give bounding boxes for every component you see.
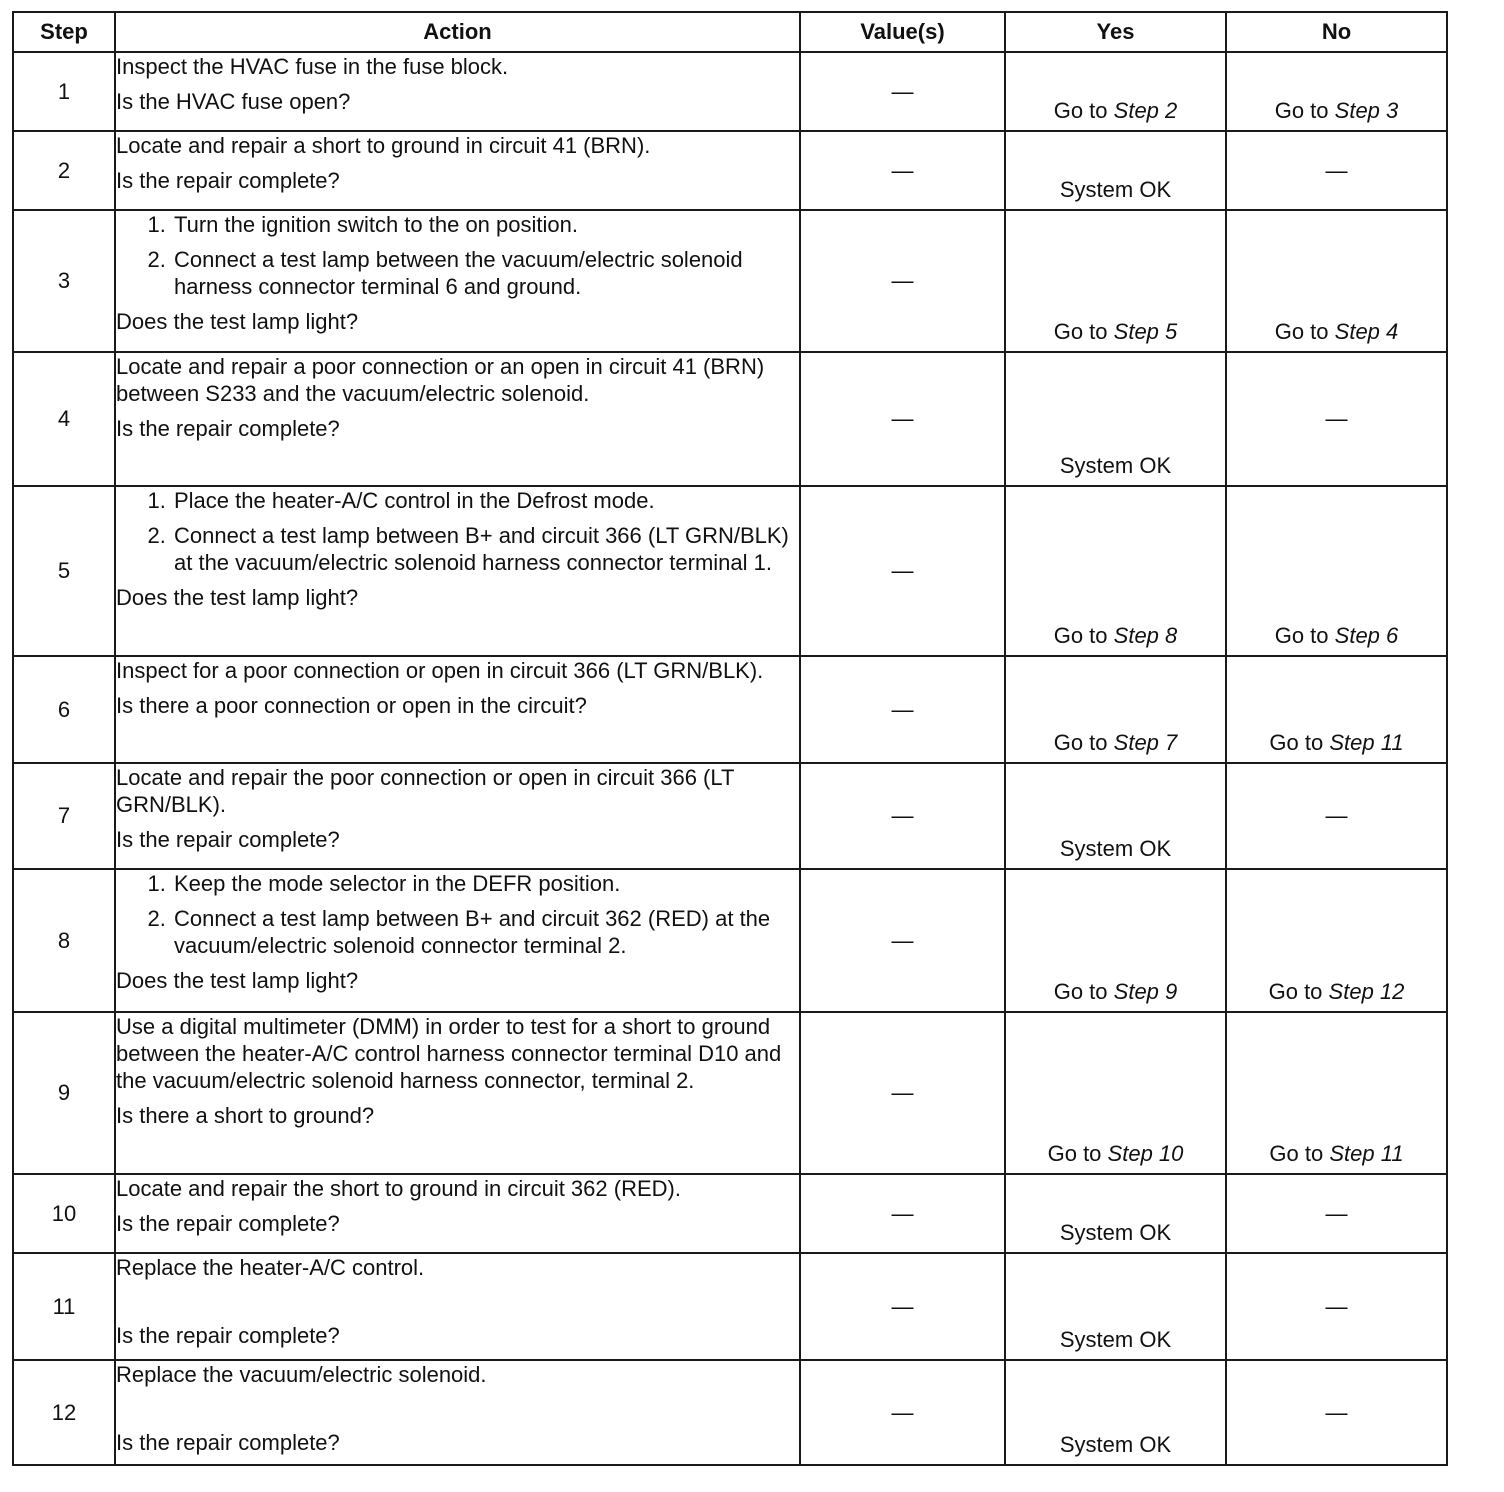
no-prefix: Go to: [1268, 979, 1323, 1004]
no-step-link[interactable]: Step 12: [1328, 979, 1405, 1004]
no-dash: —: [1325, 1293, 1348, 1319]
yes-cell: [1005, 1012, 1226, 1174]
step-number: 3: [13, 210, 115, 352]
action-text: Locate and repair the short to ground in circuit 362 (RED).: [116, 1176, 681, 1201]
yes-text: System OK: [1059, 453, 1172, 478]
action-step-item: 2. Connect a test lamp between the vacuum/electric solenoid harness connector terminal 6 and ground.: [172, 246, 799, 300]
step-number: 11: [13, 1253, 115, 1360]
action-cell: [115, 1360, 800, 1465]
no-prefix: Go to: [1274, 319, 1329, 344]
action-question: Is there a short to ground?: [116, 1103, 375, 1128]
yes-cell: [1005, 486, 1226, 656]
yes-text: System OK: [1059, 1327, 1172, 1352]
table-row: [13, 656, 1447, 763]
no-step-link[interactable]: Step 3: [1334, 98, 1399, 123]
no-dash: —: [1325, 1200, 1348, 1226]
table-row: [13, 1174, 1447, 1253]
no-step-link[interactable]: Step 11: [1329, 730, 1404, 755]
action-text: Locate and repair a short to ground in circuit 41 (BRN).: [116, 133, 651, 158]
yes-cell: [1005, 1360, 1226, 1465]
table-row: [13, 1360, 1447, 1465]
yes-prefix: Go to: [1047, 1141, 1102, 1166]
action-text: Locate and repair the poor connection or open in circuit 366 (LT GRN/BLK).: [116, 765, 735, 817]
action-cell: [115, 869, 800, 1012]
yes-cell: [1005, 210, 1226, 352]
table-row: [13, 869, 1447, 1012]
no-result: [1227, 319, 1446, 345]
action-cell: [115, 352, 800, 486]
spacer: [116, 1281, 799, 1314]
yes-result: [1006, 1432, 1225, 1458]
yes-prefix: Go to: [1053, 979, 1108, 1004]
no-prefix: Go to: [1269, 730, 1324, 755]
yes-text: System OK: [1059, 1220, 1172, 1245]
yes-result: [1006, 98, 1225, 124]
yes-result: [1006, 730, 1225, 756]
action-cell: [115, 1253, 800, 1360]
action-question: Is the repair complete?: [116, 1211, 340, 1236]
no-cell: [1226, 210, 1447, 352]
step-number: 12: [13, 1360, 115, 1465]
table-body: [13, 52, 1447, 1465]
action-step-item: 2. Connect a test lamp between B+ and circuit 362 (RED) at the vacuum/electric solenoid connector terminal 2.: [172, 905, 799, 959]
yes-prefix: Go to: [1053, 623, 1108, 648]
yes-result: [1006, 177, 1225, 203]
action-question: Is the repair complete?: [116, 827, 340, 852]
no-prefix: Go to: [1269, 1141, 1324, 1166]
yes-cell: [1005, 656, 1226, 763]
header-yes: Yes: [1005, 12, 1226, 52]
no-cell: [1226, 352, 1447, 486]
action-steps-list: [116, 211, 799, 300]
header-action: Action: [115, 12, 800, 52]
action-question: Is the repair complete?: [116, 1323, 340, 1348]
yes-step-link[interactable]: Step 9: [1113, 979, 1178, 1004]
action-step-item: 1. Turn the ignition switch to the on position.: [172, 211, 799, 238]
no-prefix: Go to: [1274, 623, 1329, 648]
header-values: Value(s): [800, 12, 1005, 52]
value-cell: —: [800, 1253, 1005, 1360]
yes-text: System OK: [1059, 177, 1172, 202]
value-cell: —: [800, 1360, 1005, 1465]
step-number: 9: [13, 1012, 115, 1174]
step-number: 5: [13, 486, 115, 656]
yes-step-link[interactable]: Step 7: [1113, 730, 1178, 755]
action-question: Is the HVAC fuse open?: [116, 89, 351, 114]
no-result: [1227, 730, 1446, 756]
value-cell: —: [800, 486, 1005, 656]
step-number: 7: [13, 763, 115, 869]
action-cell: [115, 656, 800, 763]
no-result: [1227, 98, 1446, 124]
action-question: Is the repair complete?: [116, 1430, 340, 1455]
yes-prefix: Go to: [1053, 730, 1108, 755]
header-step: Step: [13, 12, 115, 52]
action-step-item: 2. Connect a test lamp between B+ and circuit 366 (LT GRN/BLK) at the vacuum/electric solenoid harness connector terminal 1.: [172, 522, 799, 576]
action-question: Is there a poor connection or open in the circuit?: [116, 693, 587, 718]
yes-step-link[interactable]: Step 8: [1113, 623, 1178, 648]
action-cell: [115, 763, 800, 869]
yes-text: System OK: [1059, 1432, 1172, 1457]
action-cell: [115, 52, 800, 131]
step-number: 8: [13, 869, 115, 1012]
step-number: 4: [13, 352, 115, 486]
no-prefix: Go to: [1274, 98, 1329, 123]
action-question: Is the repair complete?: [116, 168, 340, 193]
action-question: Does the test lamp light?: [116, 968, 359, 993]
no-result: [1227, 623, 1446, 649]
no-cell: [1226, 763, 1447, 869]
yes-result: [1006, 1327, 1225, 1353]
yes-cell: [1005, 1253, 1226, 1360]
action-step-item: 1. Place the heater-A/C control in the Defrost mode.: [172, 487, 799, 514]
yes-step-link[interactable]: Step 5: [1113, 319, 1178, 344]
no-cell: [1226, 656, 1447, 763]
action-question: Does the test lamp light?: [116, 309, 359, 334]
no-cell: [1226, 1253, 1447, 1360]
no-step-link[interactable]: Step 11: [1329, 1141, 1404, 1166]
action-text: Replace the vacuum/electric solenoid.: [116, 1362, 487, 1387]
value-cell: —: [800, 52, 1005, 131]
yes-cell: [1005, 131, 1226, 210]
action-cell: [115, 210, 800, 352]
no-dash: —: [1325, 157, 1348, 183]
action-text: Inspect the HVAC fuse in the fuse block.: [116, 54, 509, 79]
step-number: 6: [13, 656, 115, 763]
no-cell: [1226, 52, 1447, 131]
yes-cell: [1005, 763, 1226, 869]
action-text: Use a digital multimeter (DMM) in order to test for a short to ground between the heater-A/C control harness connector terminal D10 and the vacuum/electric solenoid harness connector, terminal 2.: [116, 1014, 782, 1093]
yes-result: [1006, 1220, 1225, 1246]
table-row: [13, 131, 1447, 210]
spacer: [116, 1388, 799, 1421]
no-dash: —: [1325, 406, 1348, 431]
action-cell: [115, 1012, 800, 1174]
no-cell: [1226, 869, 1447, 1012]
action-question: Does the test lamp light?: [116, 585, 359, 610]
header-no: No: [1226, 12, 1447, 52]
yes-cell: [1005, 352, 1226, 486]
action-steps-list: [116, 870, 799, 959]
yes-text: System OK: [1059, 836, 1172, 861]
no-cell: [1226, 1360, 1447, 1465]
no-cell: [1226, 1174, 1447, 1253]
action-text: Inspect for a poor connection or open in circuit 366 (LT GRN/BLK).: [116, 658, 764, 683]
table-row: [13, 1012, 1447, 1174]
value-cell: —: [800, 1174, 1005, 1253]
no-cell: [1226, 1012, 1447, 1174]
no-cell: [1226, 131, 1447, 210]
table-row: [13, 486, 1447, 656]
yes-cell: [1005, 1174, 1226, 1253]
no-dash: —: [1325, 803, 1348, 828]
action-steps-list: [116, 487, 799, 576]
header-row: [13, 12, 1447, 52]
value-cell: —: [800, 131, 1005, 210]
value-cell: —: [800, 210, 1005, 352]
value-cell: —: [800, 869, 1005, 1012]
action-cell: [115, 486, 800, 656]
action-question: Is the repair complete?: [116, 416, 340, 441]
no-cell: [1226, 486, 1447, 656]
table-row: [13, 1253, 1447, 1360]
yes-result: [1006, 1141, 1225, 1167]
no-dash: —: [1325, 1399, 1348, 1425]
yes-cell: [1005, 869, 1226, 1012]
table-row: [13, 352, 1447, 486]
value-cell: —: [800, 352, 1005, 486]
value-cell: —: [800, 763, 1005, 869]
action-step-item: 1. Keep the mode selector in the DEFR position.: [172, 870, 799, 897]
diagnostic-table: [12, 11, 1448, 1466]
yes-result: [1006, 453, 1225, 479]
action-text: Replace the heater-A/C control.: [116, 1255, 425, 1280]
no-step-link[interactable]: Step 4: [1334, 319, 1399, 344]
value-cell: —: [800, 656, 1005, 763]
table-row: [13, 210, 1447, 352]
action-cell: [115, 131, 800, 210]
yes-result: [1006, 979, 1225, 1005]
value-cell: —: [800, 1012, 1005, 1174]
table-row: [13, 52, 1447, 131]
action-text: Locate and repair a poor connection or an open in circuit 41 (BRN) between S233 and the vacuum/electric solenoid.: [116, 354, 765, 406]
yes-prefix: Go to: [1053, 319, 1108, 344]
no-result: [1227, 979, 1446, 1005]
yes-step-link[interactable]: Step 10: [1107, 1141, 1184, 1166]
yes-result: [1006, 623, 1225, 649]
table-row: [13, 763, 1447, 869]
yes-prefix: Go to: [1053, 98, 1108, 123]
step-number: 2: [13, 131, 115, 210]
yes-result: [1006, 319, 1225, 345]
action-cell: [115, 1174, 800, 1253]
step-number: 1: [13, 52, 115, 131]
no-result: [1227, 1141, 1446, 1167]
no-step-link[interactable]: Step 6: [1334, 623, 1399, 648]
yes-step-link[interactable]: Step 2: [1113, 98, 1178, 123]
yes-result: [1006, 836, 1225, 862]
yes-cell: [1005, 52, 1226, 131]
step-number: 10: [13, 1174, 115, 1253]
